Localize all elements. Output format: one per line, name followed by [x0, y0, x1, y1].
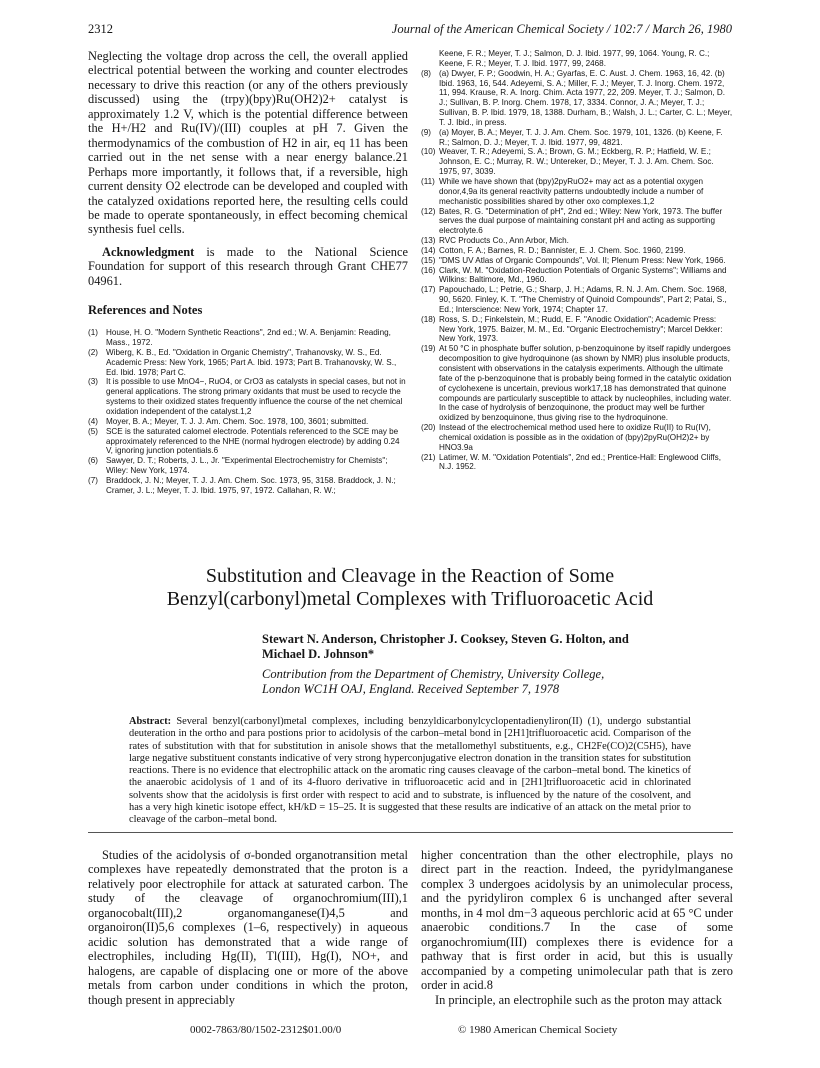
reference-text: RVC Products Co., Ann Arbor, Mich.	[439, 236, 569, 246]
reference-list	[421, 49, 733, 472]
reference-text: Wiberg, K. B., Ed. "Oxidation in Organic Chemistry", Trahanovsky, W. S., Ed. Academic Press: New York, 1965; Part A. Ibid. 1973; Part B. Trahanovsky, W. S., Ed. Ibid. 1978; Part C.	[106, 347, 397, 377]
running-header-journal: Journal of the American Chemical Society / 102:7 / March 26, 1980	[391, 22, 732, 36]
reference-text: Sawyer, D. T.; Roberts, J. L., Jr. "Experimental Electrochemistry for Chemists"; Wiley: New York, 1974.	[106, 456, 388, 476]
affiliation-line: Contribution from the Department of Chemistry, University College,	[262, 667, 605, 681]
reference-item	[88, 476, 408, 496]
left-column	[88, 49, 408, 496]
authors	[262, 632, 692, 662]
body-paragraph: Studies of the acidolysis of σ-bonded organotransition metal complexes have repeatedly demonstrated that the proton is a relatively poor electrophile for attack at saturated carbon. The study of the cleavage of organochromium(III),1 organocobalt(III),2 organomanganese(I)4,5 and organoiron(II)5,6 complexes (1–6, respectively) in aqueous acidic solution has demonstrated that a wide range of electrophiles, including Hg(II), Tl(III), Hg(I), NO+, and halogens, are capable of displacing one or more of the above metals from carbon under conditions in which the proton, though present in appreciably	[88, 848, 408, 1007]
reference-text: Bates, R. G. "Determination of pH", 2nd ed.; Wiley: New York, 1973. The buffer serves the dual purpose of maintaining constant pH and acting as supporting electrolyte.6	[439, 206, 723, 236]
reference-item	[421, 236, 733, 246]
reference-item	[421, 69, 733, 128]
reference-item	[421, 207, 733, 237]
reference-text: Keene, F. R.; Meyer, T. J.; Salmon, D. J. Ibid. 1977, 99, 1064. Young, R. C.; Keene, F. R.; Meyer, T. J. Ibid. 1977, 99, 2468.	[439, 49, 710, 68]
reference-text: Ross, S. D.; Finkelstein, M.; Rudd, E. F. "Anodic Oxidation"; Academic Press: New York, 1975. Baizer, M. M., Ed. "Organic Electrochemistry"; Marcel Dekker: New York, 1973.	[439, 314, 723, 344]
reference-number: (18)	[421, 314, 436, 324]
abstract-label: Abstract:	[129, 716, 172, 727]
acknowledgment-heading: Acknowledgment	[102, 244, 195, 259]
reference-number: (13)	[421, 236, 436, 246]
reference-text: (a) Dwyer, F. P.; Goodwin, H. A.; Gyarfas, E. C. Aust. J. Chem. 1963, 16, 42. (b) Ibid. 1963, 16, 544. Adeyemi, S. A.; Miller, F. J.; Meyer, T. J. Inorg. Chem. 1972, 11, 994. Krause, R. A. Inorg. Chim. Acta 1977, 22, 209. Meyer, T. J.; Salmon, D. J.; Sullivan, B. P. Inorg. Chem. 1978, 17, 3334. Connor, J. A.; Meyer, T. J.; Sullivan, B. P. Ibid. 1979, 18, 1388. Durham, B.; Walsh, J. L.; Carter, C. L.; Meyer, T. J. Ibid., in press.	[439, 68, 733, 127]
article-title	[50, 565, 770, 611]
reference-item	[421, 177, 733, 207]
reference-number: (7)	[88, 475, 98, 485]
reference-text: While we have shown that (bpy)2pyRuO2+ may act as a potential oxygen donor,4,9a its general reactivity patterns undoubtedly include a number of mechanistic possibilities shared by other oxo complexes.1,2	[439, 176, 704, 206]
publication-code: 0002-7863/80/1502-2312$01.00/0	[190, 1024, 342, 1036]
acknowledgment-text: is made to the National Science Foundation for support of this research through Grant CHE77 04961.	[88, 244, 408, 288]
affiliation-line: London WC1H OAJ, England. Received September 7, 1978	[262, 682, 560, 696]
body-left-column	[88, 848, 408, 1007]
reference-item	[421, 344, 733, 423]
reference-number: (2)	[88, 347, 98, 357]
reference-item	[421, 256, 733, 266]
reference-text: Clark, W. M. "Oxidation-Reduction Potentials of Organic Systems"; Williams and Wilkins: Baltimore, Md., 1960.	[439, 265, 727, 285]
reference-item	[421, 147, 733, 177]
reference-number: (20)	[421, 423, 436, 433]
copyright: © 1980 American Chemical Society	[458, 1024, 618, 1036]
reference-text: At 50 °C in phosphate buffer solution, p-benzoquinone by itself rapidly undergoes decomposition to give hydroquinone (as shown by NMR) plus insoluble products, consistent with observations in the catalysis experiments. Although the ultimate fate of the p-benzoquinone that is probably being formed in the catalytic oxidation of cyclohexene is uncertain, previous work17,18 has demonstrated that quinone compounds are particularly susceptible to attack by nucleophiles, including water. In the case of hydrolysis of benzoquinone, the product may well be further oxidized by benzoquinone, thus giving rise to the hydroquinone.	[439, 344, 732, 423]
reference-item	[88, 456, 408, 476]
reference-text: Cotton, F. A.; Barnes, R. D.; Bannister, E. J. Chem. Soc. 1960, 2199.	[439, 245, 686, 255]
reference-item	[88, 377, 408, 416]
reference-number: (5)	[88, 426, 98, 436]
reference-item	[88, 348, 408, 378]
reference-number: (8)	[421, 68, 431, 78]
body-paragraph: In principle, an electrophile such as the proton may attack	[435, 992, 722, 1007]
acknowledgment	[88, 245, 408, 288]
reference-text: SCE is the saturated calomel electrode. Potentials referenced to the SCE may be approximately referenced to the NHE (normal hydrogen electrode) by adding 0.24 V, ignoring junction potentials.6	[106, 426, 400, 456]
reference-continuation	[421, 49, 733, 69]
reference-item	[88, 328, 408, 348]
reference-item	[88, 427, 408, 457]
reference-text: "DMS UV Atlas of Organic Compounds", Vol. II; Plenum Press: New York, 1966.	[439, 255, 726, 265]
page-number: 2312	[88, 22, 113, 36]
reference-number: (10)	[421, 147, 436, 157]
reference-number: (1)	[88, 328, 98, 338]
body-paragraph: higher concentration than the other electrophile, plays no direct part in the reaction. Indeed, the pyridylmanganese complex 3 undergoes acidolysis by an unimolecular process, and the pyridyliron complex 6 is unchanged after several months, in 4 mol dm−3 aqueous perchloric acid at 65 °C under anaerobic conditions.7 In the case of some organochromium(III) complexes there is evidence for a pathway that is first order in acid, but this is usually accompanied by a competing unimolecular path that is zero order in acid.8	[421, 848, 734, 993]
reference-item	[421, 423, 733, 453]
references-heading: References and Notes	[88, 303, 203, 318]
reference-number: (14)	[421, 245, 436, 255]
reference-text: Instead of the electrochemical method used here to oxidize Ru(II) to Ru(IV), chemical oxidation is possible as in the oxidation of (bpy)2pyRu(OH2)2+ by HNO3.9a	[439, 423, 711, 452]
reference-text: Weaver, T. R.; Adeyemi, S. A.; Brown, G. M.; Eckberg, R. P.; Hatfield, W. E.; Johnson, E. C.; Murray, R. W.; Untereker, D.; Meyer, T. J. J. Am. Chem. Soc. 1975, 97, 3039.	[439, 147, 714, 177]
reference-number: (3)	[88, 377, 98, 387]
reference-number: (15)	[421, 255, 436, 265]
reference-number: (9)	[421, 127, 431, 137]
reference-item	[88, 417, 408, 427]
reference-number: (4)	[88, 416, 98, 426]
body-paragraph: Neglecting the voltage drop across the cell, the overall applied electrical potential between the working and counter electrodes necessary to drive this reaction (or any of the others previously discussed) using the (trpy)(bpy)Ru(OH2)2+ catalyst is approximately 1.2 V, which is the potential difference between the H+/H2 and Ru(IV)/(III) couples at pH 7. Given the thermodynamics of the combustion of H2 in air, eq 11 has been carried out in the net sense with a near energy balance.21 Perhaps more importantly, it follows that, if a reversible, high current density O2 electrode can be developed and coupled with the catalyzed oxidations reported here, the resulting cells could be made to operate spontaneously, in effect becoming chemical synthesis fuel cells.	[88, 49, 408, 237]
body-right-column	[421, 848, 733, 1007]
author-line: Michael D. Johnson*	[262, 647, 375, 661]
reference-item	[421, 246, 733, 256]
reference-text: Papouchado, L.; Petrie, G.; Sharp, J. H.; Adams, R. N. J. Am. Chem. Soc. 1968, 90, 5620. Finley, K. T. "The Chemistry of Quinoid Compounds", Part 2; Patai, S., Ed.; Interscience: New York, 1974; Chapter 17.	[439, 285, 727, 314]
right-column	[421, 49, 733, 472]
reference-text: It is possible to use MnO4−, RuO4, or CrO3 as catalysts in special cases, but not in general applications. The strong primary oxidants that must be used to recycle the systems to their oxidized states frequently influence the course of the net chemical oxidation independent of the catalyst.1,2	[106, 377, 406, 416]
reference-text: Latimer, W. M. "Oxidation Potentials", 2nd ed.; Prentice-Hall: Englewood Cliffs, N.J. 1952.	[439, 452, 721, 472]
reference-item	[421, 128, 733, 148]
title-line: Benzyl(carbonyl)metal Complexes with Trifluoroacetic Acid	[166, 588, 654, 610]
reference-number: (6)	[88, 456, 98, 466]
reference-number: (11)	[421, 176, 435, 186]
abstract	[129, 716, 691, 827]
divider	[88, 832, 733, 833]
reference-text: House, H. O. "Modern Synthetic Reactions", 2nd ed.; W. A. Benjamin: Reading, Mass., 1972.	[106, 328, 391, 348]
reference-text: Moyer, B. A.; Meyer, T. J. J. Am. Chem. Soc. 1978, 100, 3601; submitted.	[106, 416, 369, 426]
reference-number: (19)	[421, 344, 436, 354]
reference-item	[421, 453, 733, 473]
affiliation	[262, 667, 692, 697]
abstract-text: Several benzyl(carbonyl)metal complexes, including benzyldicarbonylcyclopentadienyliron(II) (1), undergo substantial deuteration in the ortho and para postions prior to acidolysis of the carbon–metal bond in [2H1]trifluoroacetic acid. Comparison of the rates of substitution with that for substitution in anisole shows that the metallomethyl substituents, e.g., CH2Fe(CO)2(C5H5), have large negative substituent constants indicative of very strong hyperconjugative electron donation in the transition states for substitution reactions. There is no evidence that electrophilic attack on the aromatic ring causes cleavage of the carbon–metal bond. The kinetics of the anaerobic acidolysis of 1 and of its 4-fluoro derivative in trifluoroacetic acid and in [2H1]trifluoroacetic acid in chlorinated solvents show that the acidolysis is first order with respect to acid and to substrate, is influenced by the nature of the cosolvent, and has a very high kinetic isotope effect, kH/kD = 15–25. It is suggested that these results are indicative of an attack on the metal prior to cleavage of the carbon–metal bond.	[129, 716, 691, 826]
reference-text: (a) Moyer, B. A.; Meyer, T. J. J. Am. Chem. Soc. 1979, 101, 1326. (b) Keene, F. R.; Salmon, D. J.; Meyer, T. J. Ibid. 1977, 99, 4821.	[439, 127, 723, 147]
reference-list	[88, 328, 408, 495]
reference-item	[421, 266, 733, 286]
title-line: Substitution and Cleavage in the Reaction of Some	[205, 565, 615, 587]
author-line: Stewart N. Anderson, Christopher J. Cooksey, Steven G. Holton, and	[262, 632, 629, 646]
reference-number: (12)	[421, 206, 436, 216]
reference-number: (17)	[421, 285, 436, 295]
reference-number: (21)	[421, 452, 436, 462]
reference-text: Braddock, J. N.; Meyer, T. J. J. Am. Chem. Soc. 1973, 95, 3158. Braddock, J. N.; Cramer, J. L.; Meyer, T. J. Ibid. 1975, 97, 1972. Callahan, R. W.;	[106, 475, 396, 495]
reference-number: (16)	[421, 265, 436, 275]
reference-item	[421, 285, 733, 315]
reference-item	[421, 315, 733, 345]
